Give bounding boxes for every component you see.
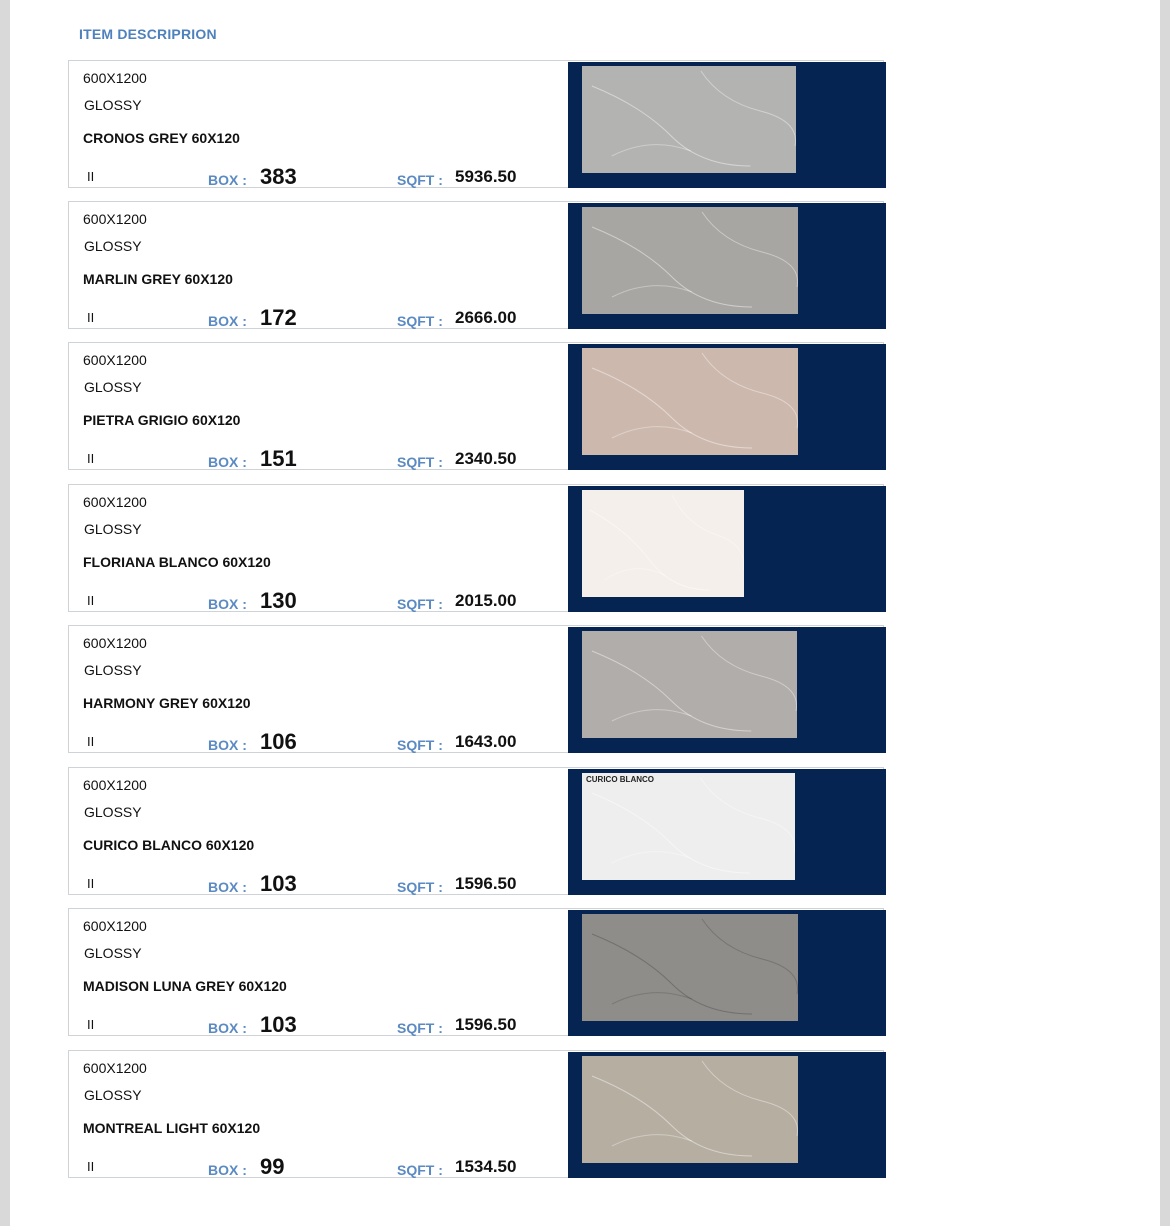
item-size: 600X1200 [83,777,147,793]
item-grade: II [87,1017,95,1032]
item-size: 600X1200 [83,352,147,368]
tile-image-panel [568,769,886,895]
item-grade: II [87,451,95,466]
item-finish: GLOSSY [84,97,142,113]
item-finish: GLOSSY [84,521,142,537]
tile-image-panel [568,486,886,612]
tile-image [582,207,798,314]
item-row [68,1050,884,1178]
sqft-label: SQFT : [397,879,443,895]
sqft-value: 1596.50 [455,874,517,893]
item-info [69,909,569,1035]
box-count: 103 [260,1012,297,1037]
box-label: BOX : [208,313,247,329]
tile-image [582,914,798,1021]
item-size: 600X1200 [83,494,147,510]
item-info [69,202,569,328]
item-finish: GLOSSY [84,238,142,254]
sqft-label: SQFT : [397,1020,443,1036]
item-row [68,908,884,1036]
sqft-label: SQFT : [397,1162,443,1178]
box-count: 172 [260,305,297,330]
item-row [68,484,884,612]
box-count: 103 [260,871,297,896]
box-count: 130 [260,588,297,613]
tile-image [582,1056,798,1163]
sqft-label: SQFT : [397,313,443,329]
sqft-label: SQFT : [397,172,443,188]
item-name: HARMONY GREY 60X120 [83,695,251,711]
item-name: MADISON LUNA GREY 60X120 [83,978,287,994]
item-grade: II [87,310,95,325]
sqft-label: SQFT : [397,596,443,612]
item-size: 600X1200 [83,211,147,227]
sqft-value: 1596.50 [455,1015,517,1034]
sqft-value: 2666.00 [455,308,517,327]
item-info [69,61,569,187]
item-name: PIETRA GRIGIO 60X120 [83,412,241,428]
tile-image [582,348,798,455]
item-info [69,1051,569,1177]
item-grade: II [87,1159,95,1174]
item-info [69,768,569,894]
item-size: 600X1200 [83,1060,147,1076]
item-size: 600X1200 [83,635,147,651]
sqft-value: 1643.00 [455,732,517,751]
box-count: 383 [260,164,297,189]
box-label: BOX : [208,596,247,612]
item-name: CRONOS GREY 60X120 [83,130,240,146]
box-count: 106 [260,729,297,754]
box-label: BOX : [208,1020,247,1036]
tile-image-panel [568,1052,886,1178]
sqft-value: 2015.00 [455,591,517,610]
item-row [68,201,884,329]
tile-image-panel [568,910,886,1036]
box-label: BOX : [208,1162,247,1178]
tile-image-panel [568,344,886,470]
item-row [68,60,884,188]
item-info [69,485,569,611]
tile-image [582,66,796,173]
item-name: MONTREAL LIGHT 60X120 [83,1120,261,1136]
box-count: 151 [260,446,297,471]
tile-image [582,631,797,738]
item-row [68,767,884,895]
item-row [68,342,884,470]
sqft-label: SQFT : [397,454,443,470]
item-name: FLORIANA BLANCO 60X120 [83,554,271,570]
tile-image-label: CURICO BLANCO [586,775,654,784]
tile-image-panel [568,627,886,753]
tile-image-panel [568,62,886,188]
item-size: 600X1200 [83,70,147,86]
item-name: CURICO BLANCO 60X120 [83,837,255,853]
section-heading: ITEM DESCRIPRION [79,26,217,42]
sqft-value: 2340.50 [455,449,517,468]
sqft-value: 5936.50 [455,167,517,186]
item-grade: II [87,593,95,608]
document-page [10,0,1160,1226]
item-info [69,343,569,469]
item-grade: II [87,169,95,184]
item-finish: GLOSSY [84,1087,142,1103]
sqft-value: 1534.50 [455,1157,517,1176]
item-finish: GLOSSY [84,662,142,678]
sqft-label: SQFT : [397,737,443,753]
item-finish: GLOSSY [84,804,142,820]
item-info [69,626,569,752]
box-label: BOX : [208,172,247,188]
tile-image [582,490,744,597]
item-grade: II [87,734,95,749]
tile-image-panel [568,203,886,329]
item-name: MARLIN GREY 60X120 [83,271,233,287]
item-finish: GLOSSY [84,945,142,961]
item-size: 600X1200 [83,918,147,934]
item-grade: II [87,876,95,891]
tile-image [582,773,795,880]
item-row [68,625,884,753]
box-label: BOX : [208,737,247,753]
box-count: 99 [260,1154,285,1179]
item-finish: GLOSSY [84,379,142,395]
box-label: BOX : [208,454,247,470]
box-label: BOX : [208,879,247,895]
